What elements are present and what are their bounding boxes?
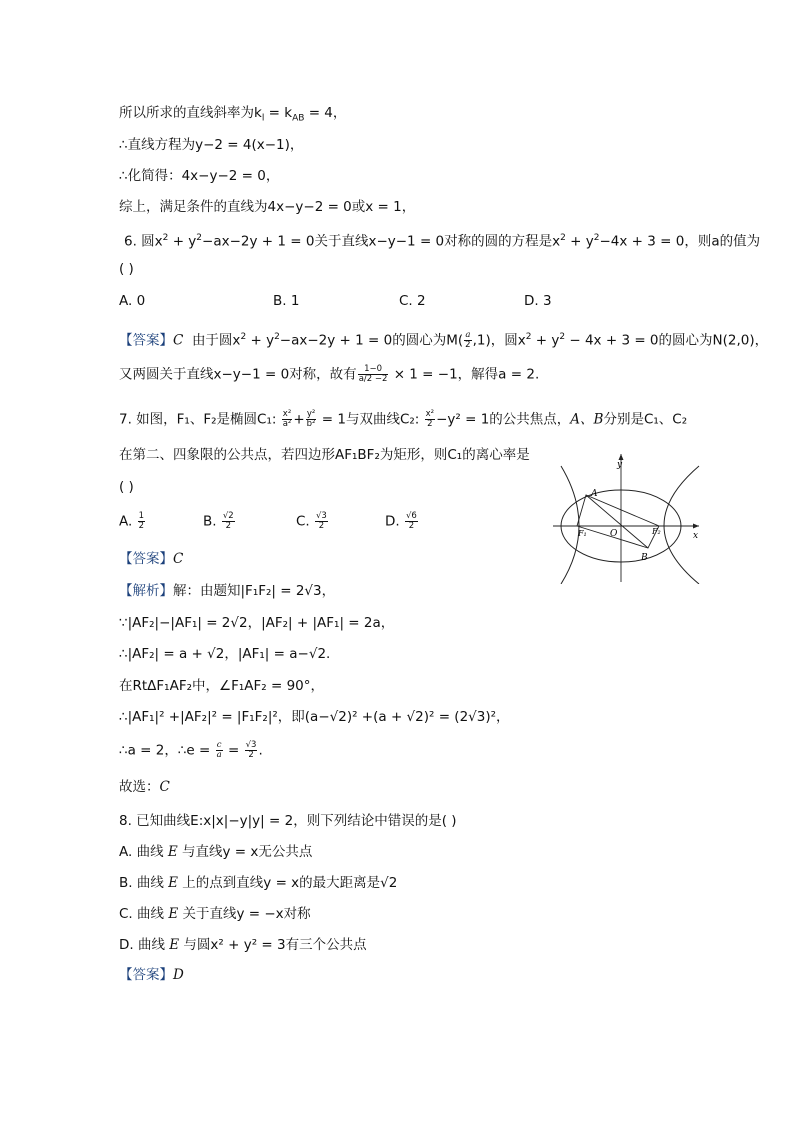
q6-option-d: D. 3 (524, 293, 552, 309)
y-axis-label: y (617, 460, 623, 470)
rectangle-af1bf2 (577, 495, 659, 548)
origin-label: O (610, 529, 618, 539)
q8-stem: 8. 已知曲线E:x|x|−y|y| = 2，则下列结论中错误的是( ) (119, 813, 457, 829)
q6-answer: 【答案】C 由于圆$x^2 + y^2-ax-2y + 1 = 0$的圆心为M( $\frac{a}{2}$ ,1)，圆$x^2 + y^2 - 4x + 3 = 0$的圆心为N(2,0)， (119, 330, 769, 350)
q7-option-d: D. $\frac{√6}{2}$ (385, 511, 417, 531)
q7-analysis-6: ∴a = 2，∴e = $\frac{c}{a}$ = $\frac{√3}{2}$ . (119, 740, 263, 760)
q6-option-a: A. 0 (119, 293, 146, 309)
q7-analysis-2: ∵|AF₂|−|AF₁| = 2√2，|AF₂| + |AF₁| = 2a， (119, 615, 395, 631)
q7-analysis-1: 【解析】解：由题知|F₁F₂| = 2√3， (119, 583, 336, 599)
focus-f1-label: F₁ (578, 529, 587, 538)
q8-option-c: C. 曲线 E 关于直线y = −x对称 (119, 906, 311, 922)
x-axis-label: x (693, 531, 699, 541)
text-line-equation: ∴直线方程为y−2 = 4(x−1)， (119, 137, 304, 153)
q6-option-c: C. 2 (399, 293, 426, 309)
q8-option-b: B. 曲线 E 上的点到直线y = x的最大距离是√2 (119, 875, 398, 891)
q6-option-b: B. 1 (273, 293, 300, 309)
q8-option-a: A. 曲线 E 与直线y = x无公共点 (119, 844, 313, 860)
text-line-simplify: ∴化简得：4x−y−2 = 0， (119, 168, 280, 184)
q7-analysis-5: ∴|AF₁|² +|AF₂|² = |F₁F₂|²，即(a−√2)² +(a + √2)² = (2√3)²， (119, 709, 510, 725)
q7-answer: 【答案】C (119, 551, 184, 567)
q7-analysis-3: ∴|AF₂| = a + √2，|AF₁| = a−√2. (119, 646, 331, 662)
q8-answer: 【答案】D (119, 967, 184, 983)
text-line-slope: 所以所求的直线斜率为$k_l = k_{AB} = 4$， (119, 105, 347, 124)
q7-conclusion: 故选：C (119, 779, 170, 795)
q7-option-a: A. $\frac{1}{2}$ (119, 511, 145, 531)
q6-stem: 6. 圆$x^2 + y^2-ax-2y + 1 = 0$关于直线x−y−1 = 0对称的圆的方程是$x^2 + y^2-4x + 3 = 0$，则a的值为 (124, 233, 761, 250)
q6-explanation: 又两圆关于直线x−y−1 = 0对称，故有 $\frac{1-0}{a/2 -2}$ × 1 = −1，解得a = 2. (119, 364, 540, 384)
point-b-label: B (641, 553, 648, 563)
ellipse-hyperbola-figure (553, 452, 703, 584)
q7-stem-line1: 7. 如图，F₁、F₂是椭圆C₁: $\frac{\text{x²}}{\text{a²}}$ + $\frac{\text{y²}}{\text{b²}}$ = 1与双曲线C₂: $\frac{\text{x²}}{2}$ −y² = 1的公共焦点，A、B分别是C₁、C₂ (119, 409, 688, 429)
q7-analysis-4: 在RtΔF₁AF₂中，∠F₁AF₂ = 90°， (119, 678, 325, 694)
hyperbola-left-branch (561, 466, 579, 584)
q7-paren: ( ) (119, 479, 134, 495)
q8-option-d: D. 曲线 E 与圆x² + y² = 3有三个公共点 (119, 937, 367, 953)
q7-option-b: B. $\frac{√2}{2}$ (203, 511, 234, 531)
point-a-label: A (591, 489, 598, 499)
q7-stem-line2: 在第二、四象限的公共点，若四边形AF₁BF₂为矩形，则C₁的离心率是 (119, 447, 530, 463)
focus-f2-label: F₂ (652, 527, 661, 536)
q7-option-c: C. $\frac{√3}{2}$ (296, 511, 327, 531)
q6-paren: ( ) (119, 261, 134, 277)
segment-ab (586, 495, 648, 548)
text-line-summary: 综上，满足条件的直线为4x−y−2 = 0或x = 1， (119, 199, 416, 215)
x-axis-arrow (693, 524, 699, 529)
